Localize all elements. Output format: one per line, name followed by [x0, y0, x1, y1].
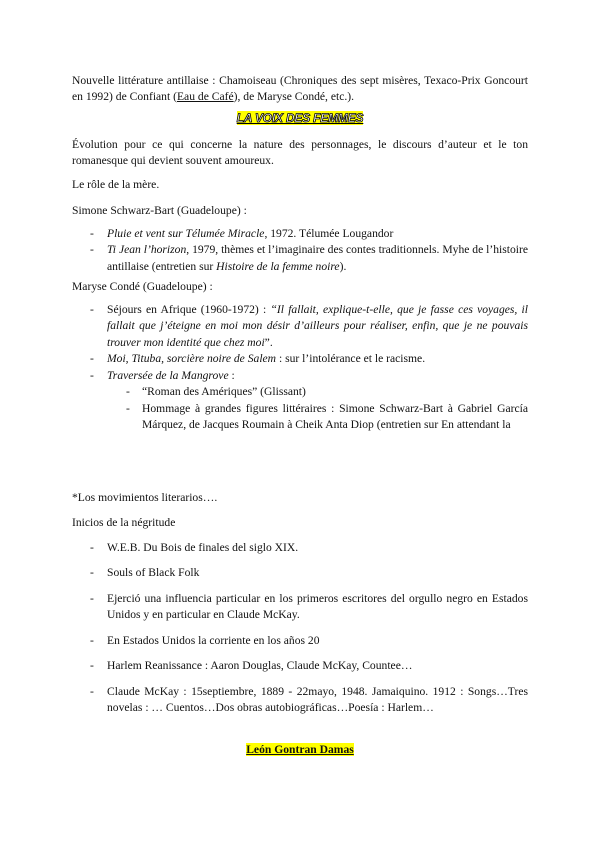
section-title-damas — [72, 742, 528, 758]
list-item: - En Estados Unidos la corriente en los años 20 — [72, 633, 528, 649]
item-text: , 1979, thèmes et l’imaginaire des contes traditionnels. Myhe de l’histoire antillaise (entretien sur — [107, 243, 529, 273]
work-title: Ti Jean l’horizon — [107, 243, 187, 257]
item-text: ). — [339, 259, 347, 273]
list-item — [72, 242, 528, 275]
list-item — [72, 226, 528, 242]
item-text: : — [228, 368, 235, 382]
inicios-heading: Inicios de la négritude — [72, 516, 176, 529]
list-item: - W.E.B. Du Bois de finales del siglo XIX. — [72, 540, 528, 556]
conde-heading: Maryse Condé (Guadeloupe) : — [72, 280, 213, 293]
work-title: Pluie et vent sur Télumée Miracle — [107, 227, 265, 240]
conde-list — [72, 302, 528, 434]
negritude-list — [72, 540, 528, 726]
item-text: Séjours en Afrique (1960-1972) : — [107, 303, 271, 316]
section-title-voix-des-femmes — [72, 110, 528, 127]
title-voix-des-femmes-text: LA VOIX DES FEMMES — [236, 111, 364, 125]
list-item: - Claude McKay : 15septiembre, 1889 - 22mayo, 1948. Jamaiquino. 1912 : Songs…Tres novelas : … Cuentos…Dos obras autobiográficas…Poesía : Harlem… — [72, 684, 528, 717]
list-item: - Ejerció una influencia particular en los primeros escritores del orgullo negro en Estados Unidos y en particular en Claude McKay. — [72, 591, 528, 624]
title-damas-text: León Gontran Damas — [246, 743, 354, 756]
intro-text-a: Nouvelle littérature antillaise : Chamoiseau (Chroniques des sept misères, Texaco-Prix Goncourt en 1992) de Confiant ( — [72, 74, 528, 104]
work-title: Moi, Tituba, sorcière noire de Salem — [107, 352, 277, 366]
list-item — [72, 368, 528, 384]
conde-quote: “Il fallait, explique-t-elle, que je fasse ces voyages, il fallait que j’éteigne en moi mon désir d’ailleurs pour réaliser, enfin, que je ne pouvais trouver mon identité que chez moi — [107, 303, 528, 349]
list-item — [72, 302, 528, 351]
work-title: Histoire de la femme noire — [216, 259, 340, 273]
sub-list-item: - “Roman des Amériques” (Glissant) — [72, 384, 528, 400]
work-title: Traversée de la Mangrove — [107, 368, 229, 382]
list-item — [72, 351, 528, 367]
evolution-paragraph: Évolution pour ce qui concerne la nature des personnages, le discours d’auteur et le ton romanesque qui devient souvent amoureux. — [72, 138, 528, 168]
schwarz-bart-heading: Simone Schwarz-Bart (Guadeloupe) : — [72, 204, 247, 217]
item-text: ”. — [264, 335, 273, 349]
movimientos-line: *Los movimientos literarios…. — [72, 491, 218, 504]
intro-eau-de-cafe: Eau de Café — [176, 90, 234, 104]
sub-list-item: - Hommage à grandes figures littéraires : Simone Schwarz-Bart à Gabriel García Márquez, de Jacques Roumain à Cheik Anta Diop (entretien sur En attendant la — [72, 401, 528, 434]
list-item: - Souls of Black Folk — [72, 565, 528, 581]
item-text: , 1972. Télumée Lougandor — [264, 227, 394, 240]
intro-paragraph — [72, 73, 528, 106]
item-text: : sur l’intolérance et le racisme. — [276, 352, 426, 366]
schwarz-bart-list — [72, 226, 528, 275]
role-mere-line: Le rôle de la mère. — [72, 178, 160, 191]
intro-text-c: ), de Maryse Condé, etc.). — [233, 90, 355, 104]
list-item: - Harlem Reanissance : Aaron Douglas, Claude McKay, Countee… — [72, 658, 528, 674]
